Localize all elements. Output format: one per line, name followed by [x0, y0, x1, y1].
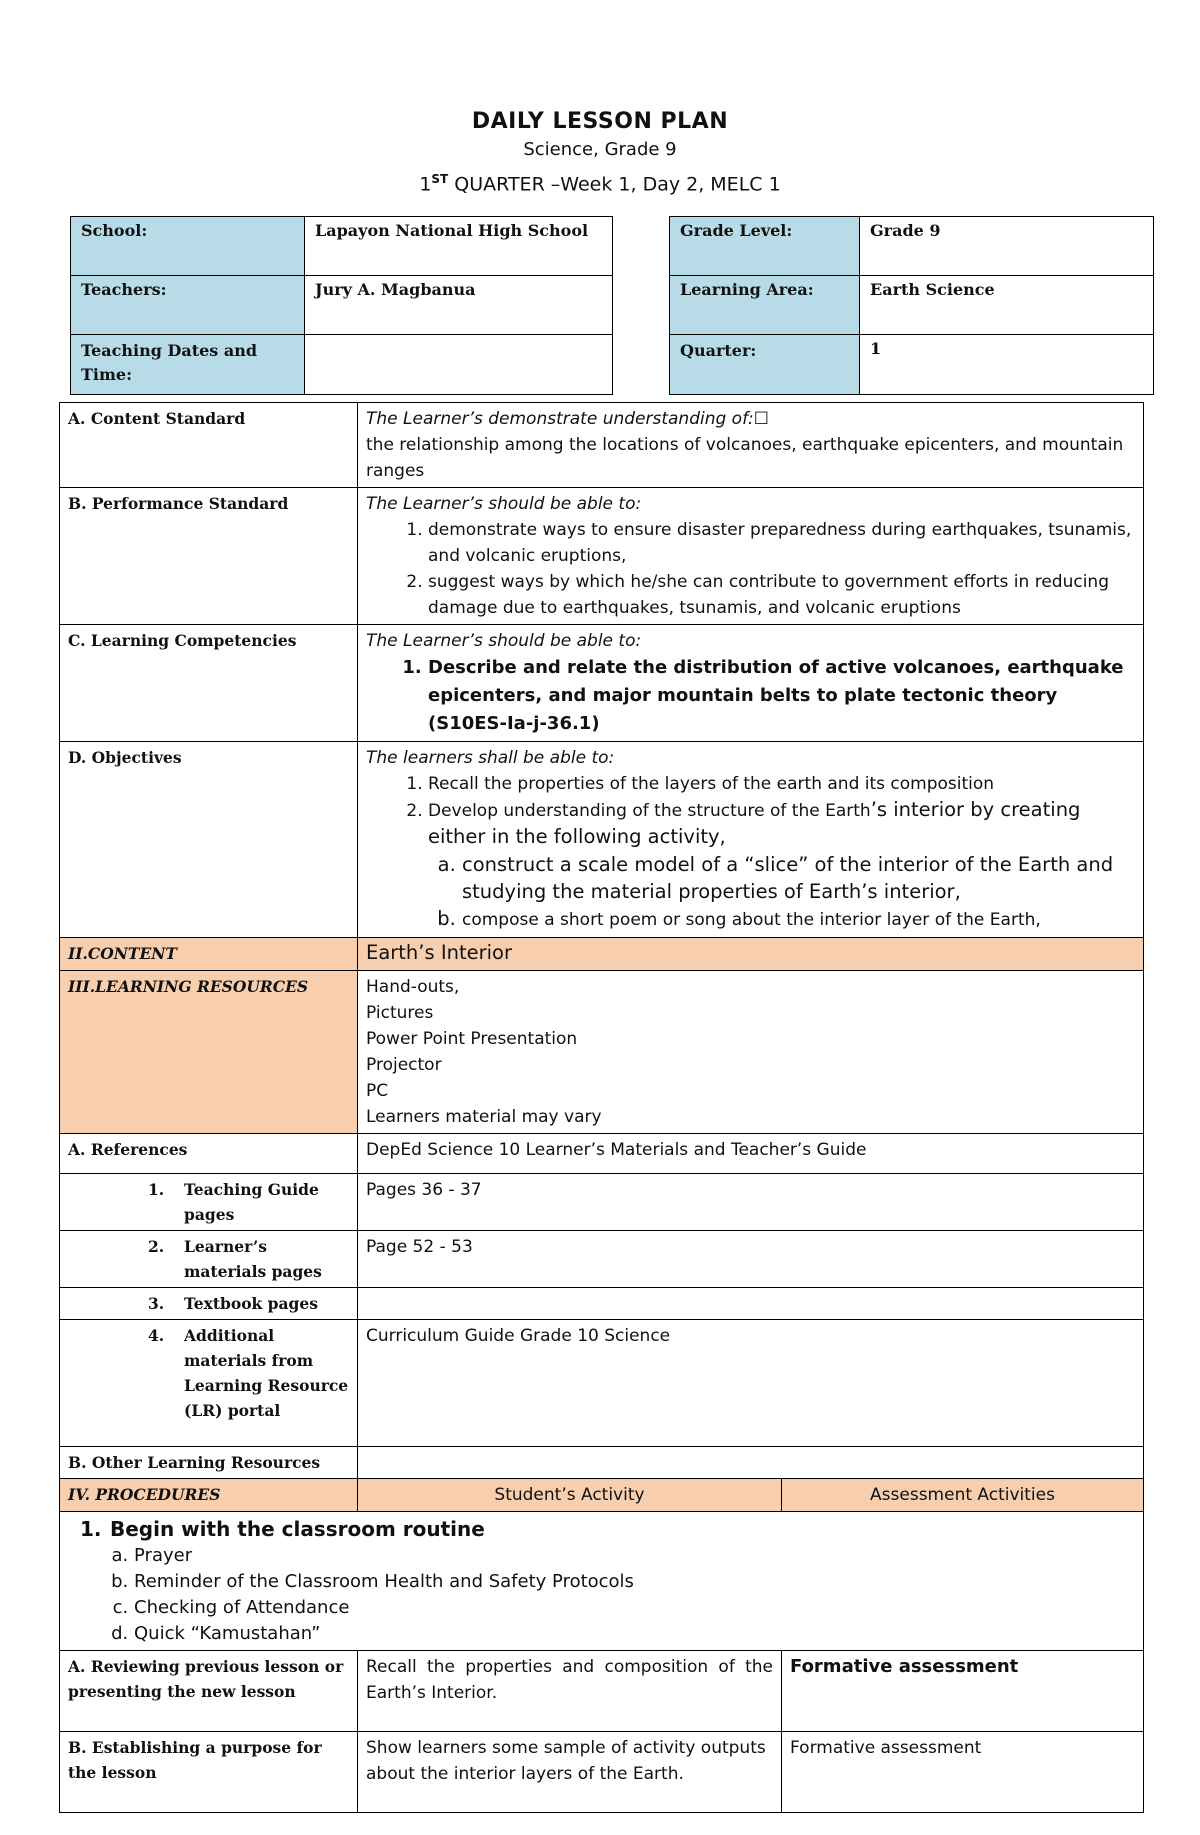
- objectives-row: [60, 742, 1144, 938]
- quarter-number: 1: [419, 173, 432, 196]
- objective-text: Develop understanding of the structure of the Earth: [428, 801, 871, 821]
- document-quarter: [0, 166, 1200, 197]
- info-row-grade: [670, 217, 1154, 276]
- list-item: 2. suggest ways by which he/she can contribute to government efforts in reducing damage due to earthquakes, tsunamis, and volcanic eruptions: [428, 569, 1135, 621]
- content-standard-intro: The Learner’s demonstrate understanding of:☐: [366, 409, 770, 429]
- lesson-plan-table: [59, 402, 1144, 1813]
- students-activity-header: Student’s Activity: [358, 1479, 782, 1512]
- textbook-cell: [60, 1288, 358, 1320]
- textbook-label: [68, 1291, 349, 1316]
- list-item: a. construct a scale model of a “slice” of the interior of the Earth and studying the material properties of Earth’s interior,: [462, 851, 1135, 905]
- learners-materials-row: [60, 1231, 1144, 1288]
- school-label: School:: [71, 217, 305, 276]
- routine-row: [60, 1512, 1144, 1651]
- step-review-activity: Recall the properties and composition of the Earth’s Interior.: [358, 1651, 782, 1732]
- quarter-ordinal: ST: [431, 172, 449, 186]
- routine-number: 1.: [80, 1517, 102, 1541]
- row-number: 1.: [148, 1180, 165, 1199]
- grade-info-table: [669, 216, 1154, 395]
- teaching-guide-row: [60, 1174, 1144, 1231]
- content-standard-row: [60, 403, 1144, 488]
- objectives-sublist: [428, 851, 1135, 934]
- teaching-guide-label: [68, 1177, 349, 1227]
- learning-resources-cell: [358, 971, 1144, 1134]
- row-number: 3.: [148, 1294, 165, 1313]
- learning-competencies-row: [60, 625, 1144, 742]
- additional-materials-cell: [60, 1320, 358, 1447]
- objectives-intro: The learners shall be able to:: [366, 748, 615, 768]
- learners-materials-cell: [60, 1231, 358, 1288]
- procedures-header-row: [60, 1479, 1144, 1512]
- teaching-guide-cell: [60, 1174, 358, 1231]
- other-resources-value: [358, 1447, 1144, 1479]
- list-item: Power Point Presentation: [366, 1029, 578, 1049]
- school-value: Lapayon National High School: [305, 217, 613, 276]
- step-purpose-activity: Show learners some sample of activity outputs about the interior layers of the Earth.: [358, 1732, 782, 1813]
- step-review-assessment: Formative assessment: [782, 1651, 1144, 1732]
- learning-resources-label: III.LEARNING RESOURCES: [60, 971, 358, 1134]
- teaching-guide-value: Pages 36 - 37: [358, 1174, 1144, 1231]
- step-purpose-row: [60, 1732, 1144, 1813]
- routine-title: [68, 1515, 1135, 1543]
- row-number: 2.: [148, 1237, 165, 1256]
- row-number: 4.: [148, 1326, 165, 1345]
- teachers-label: Teachers:: [71, 276, 305, 335]
- list-item: 1. demonstrate ways to ensure disaster preparedness during earthquakes, tsunamis, and volcanic eruptions,: [428, 517, 1135, 569]
- learning-area-label: Learning Area:: [670, 276, 860, 335]
- content-standard-label: A. Content Standard: [60, 403, 358, 488]
- quarter-label: Quarter:: [670, 335, 860, 395]
- additional-materials-row: [60, 1320, 1144, 1447]
- document-header: [0, 108, 1200, 197]
- references-label: A. References: [60, 1134, 358, 1174]
- info-row-quarter: [670, 335, 1154, 395]
- performance-standard-list: [366, 517, 1135, 621]
- teachers-value: Jury A. Magbanua: [305, 276, 613, 335]
- learners-materials-label: [68, 1234, 349, 1284]
- textbook-row: [60, 1288, 1144, 1320]
- list-item: a. Prayer: [134, 1543, 1135, 1569]
- list-item: Learners material may vary: [366, 1107, 602, 1127]
- learning-area-value: Earth Science: [860, 276, 1154, 335]
- routine-cell: [60, 1512, 1144, 1651]
- list-item: Projector: [366, 1055, 442, 1075]
- row-label: Learner’s materials pages: [184, 1237, 322, 1281]
- document-subject: Science, Grade 9: [523, 139, 677, 160]
- document-title: DAILY LESSON PLAN: [471, 109, 729, 134]
- list-item: Hand-outs,: [366, 977, 460, 997]
- school-info-table: [70, 216, 613, 395]
- routine-list: [68, 1543, 1135, 1647]
- learning-competencies-label: C. Learning Competencies: [60, 625, 358, 742]
- objectives-cell: [358, 742, 1144, 938]
- content-label: II.CONTENT: [60, 938, 358, 971]
- routine-title-text: Begin with the classroom routine: [110, 1517, 485, 1541]
- list-item: 1. Recall the properties of the layers of the earth and its composition: [428, 771, 1135, 797]
- dates-label: Teaching Dates and Time:: [71, 335, 305, 395]
- row-label: Textbook pages: [184, 1294, 318, 1313]
- content-row: [60, 938, 1144, 971]
- additional-materials-label: [68, 1323, 349, 1423]
- step-review-row: [60, 1651, 1144, 1732]
- quarter-value: 1: [860, 335, 1154, 395]
- content-standard-text: the relationship among the locations of volcanoes, earthquake epicenters, and mountain ranges: [366, 435, 1124, 481]
- performance-standard-cell: [358, 488, 1144, 625]
- info-row-teachers: [71, 276, 613, 335]
- learning-competencies-intro: The Learner’s should be able to:: [366, 631, 642, 651]
- content-value: Earth’s Interior: [358, 938, 1144, 971]
- performance-standard-intro: The Learner’s should be able to:: [366, 494, 642, 514]
- step-purpose-label: B. Establishing a purpose for the lesson: [60, 1732, 358, 1813]
- info-row-area: [670, 276, 1154, 335]
- row-label: Additional materials from Learning Resource (LR) portal: [184, 1326, 349, 1420]
- objectives-list: [366, 771, 1135, 934]
- step-purpose-assessment: Formative assessment: [782, 1732, 1144, 1813]
- objectives-label: D. Objectives: [60, 742, 358, 938]
- grade-level-value: Grade 9: [860, 217, 1154, 276]
- other-resources-row: [60, 1447, 1144, 1479]
- textbook-value: [358, 1288, 1144, 1320]
- list-item: [428, 797, 1135, 934]
- list-item: c. Checking of Attendance: [134, 1595, 1135, 1621]
- additional-materials-value: Curriculum Guide Grade 10 Science: [358, 1320, 1144, 1447]
- list-item: 1. Describe and relate the distribution of active volcanoes, earthquake epicenters, and major mountain belts to plate tectonic theory (S10ES-Ia-j-36.1): [428, 654, 1135, 738]
- assessment-activities-header: Assessment Activities: [782, 1479, 1144, 1512]
- objective-sub-text: compose a short poem or song about the interior layer of the Earth,: [462, 910, 1041, 930]
- list-item: Pictures: [366, 1003, 434, 1023]
- learning-resources-row: [60, 971, 1144, 1134]
- info-row-school: [71, 217, 613, 276]
- references-row: [60, 1134, 1144, 1174]
- objective-text-emphasis: ’s interior by creating either in the following activity,: [428, 798, 1081, 848]
- step-review-label: A. Reviewing previous lesson or presenting the new lesson: [60, 1651, 358, 1732]
- learning-competencies-cell: [358, 625, 1144, 742]
- content-standard-cell: [358, 403, 1144, 488]
- other-resources-label: B. Other Learning Resources: [60, 1447, 358, 1479]
- procedures-label: IV. PROCEDURES: [60, 1479, 358, 1512]
- list-item: [462, 905, 1135, 934]
- list-item: d. Quick “Kamustahan”: [134, 1621, 1135, 1647]
- grade-level-label: Grade Level:: [670, 217, 860, 276]
- performance-standard-row: [60, 488, 1144, 625]
- learning-competencies-list: [366, 654, 1135, 738]
- list-item: b. Reminder of the Classroom Health and Safety Protocols: [134, 1569, 1135, 1595]
- info-row-dates: [71, 335, 613, 395]
- list-item: PC: [366, 1081, 389, 1101]
- dates-value: [305, 335, 613, 395]
- performance-standard-label: B. Performance Standard: [60, 488, 358, 625]
- row-label: Teaching Guide pages: [184, 1180, 319, 1224]
- quarter-details: QUARTER –Week 1, Day 2, MELC 1: [448, 173, 781, 196]
- references-value: DepEd Science 10 Learner’s Materials and Teacher’s Guide: [358, 1134, 1144, 1174]
- learners-materials-value: Page 52 - 53: [358, 1231, 1144, 1288]
